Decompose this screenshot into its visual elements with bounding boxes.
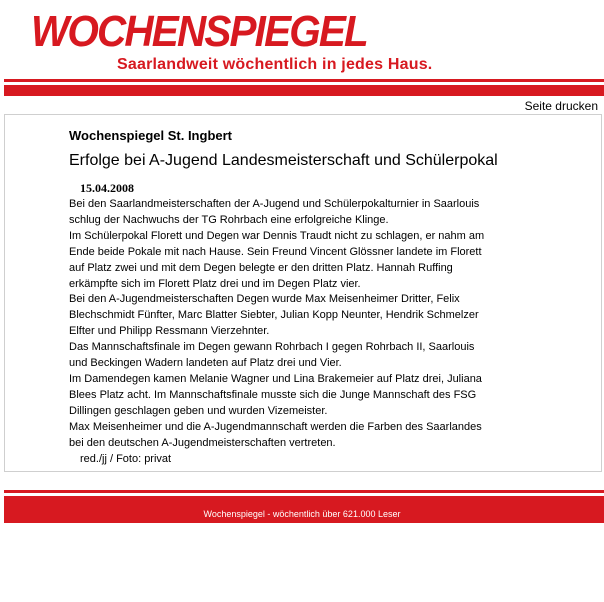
article-line: auf Platz zwei und mit dem Degen belegte er den dritten Platz. Hannah Ruffing — [69, 261, 453, 274]
article-date: 15.04.2008 — [80, 181, 134, 195]
article-line: erkämpfte sich im Florett Platz drei und im Degen Platz vier. — [69, 277, 361, 290]
article-line: und Beckingen Wadern landeten auf Platz drei und Vier. — [69, 357, 342, 370]
logo-tagline: Saarlandweit wöchentlich in jedes Haus. — [117, 56, 433, 73]
section-title: Wochenspiegel St. Ingbert — [69, 128, 233, 143]
footer-divider-top — [4, 490, 604, 493]
article-line: Elfter und Philipp Ressmann Vierzehnter. — [69, 325, 270, 338]
photo-credit: red./jj / Foto: privat — [80, 453, 172, 465]
article-line: Max Meisenheimer und die A-Jugendmannschaft werden die Farben des Saarlandes — [69, 420, 482, 433]
article-line: Blees Platz acht. Im Mannschaftsfinale musste sich die Junge Mannschaft des FSG — [69, 388, 477, 401]
article-line: bei den deutschen A-Jugendmeisterschaften vertreten. — [69, 436, 336, 449]
print-page-link[interactable]: Seite drucken — [524, 99, 598, 113]
footer-text: Wochenspiegel - wöchentlich über 621.000 Leser — [203, 509, 401, 519]
article-headline: Erfolge bei A-Jugend Landesmeisterschaft und Schülerpokal — [69, 152, 498, 169]
article-line: Bei den A-Jugendmeisterschaften Degen wurde Max Meisenheimer Dritter, Felix — [69, 293, 460, 306]
header-divider-top — [4, 79, 604, 82]
article-body — [69, 197, 539, 452]
article-line: Bei den Saarlandmeisterschaften der A-Jugend und Schülerpokalturnier in Saarlouis — [69, 198, 480, 210]
article-line: Dillingen geschlagen geben und wurden Vizemeister. — [69, 404, 328, 417]
article-line: schlug der Nachwuchs der TG Rohrbach eine erfolgreiche Klinge. — [69, 213, 389, 226]
article-line: Blechschmidt Fünfter, Marc Blatter Siebter, Julian Kopp Neunter, Hendrik Schmelzer — [69, 309, 479, 322]
article-line: Ende beide Pokale mit nach Hause. Sein Freund Vincent Glössner landete im Florett — [69, 245, 482, 258]
wochenspiegel-logo[interactable]: WOCHENSPIEGEL — [31, 7, 367, 56]
article-line: Das Mannschaftsfinale im Degen gewann Rohrbach I gegen Rohrbach II, Saarlouis — [69, 341, 475, 354]
article-line: Im Schülerpokal Florett und Degen war Dennis Traudt nicht zu schlagen, er nahm am — [69, 229, 485, 242]
header-divider-bar — [4, 85, 604, 96]
article-line: Im Damendegen kamen Melanie Wagner und Lina Brakemeier auf Platz drei, Juliana — [69, 372, 482, 385]
